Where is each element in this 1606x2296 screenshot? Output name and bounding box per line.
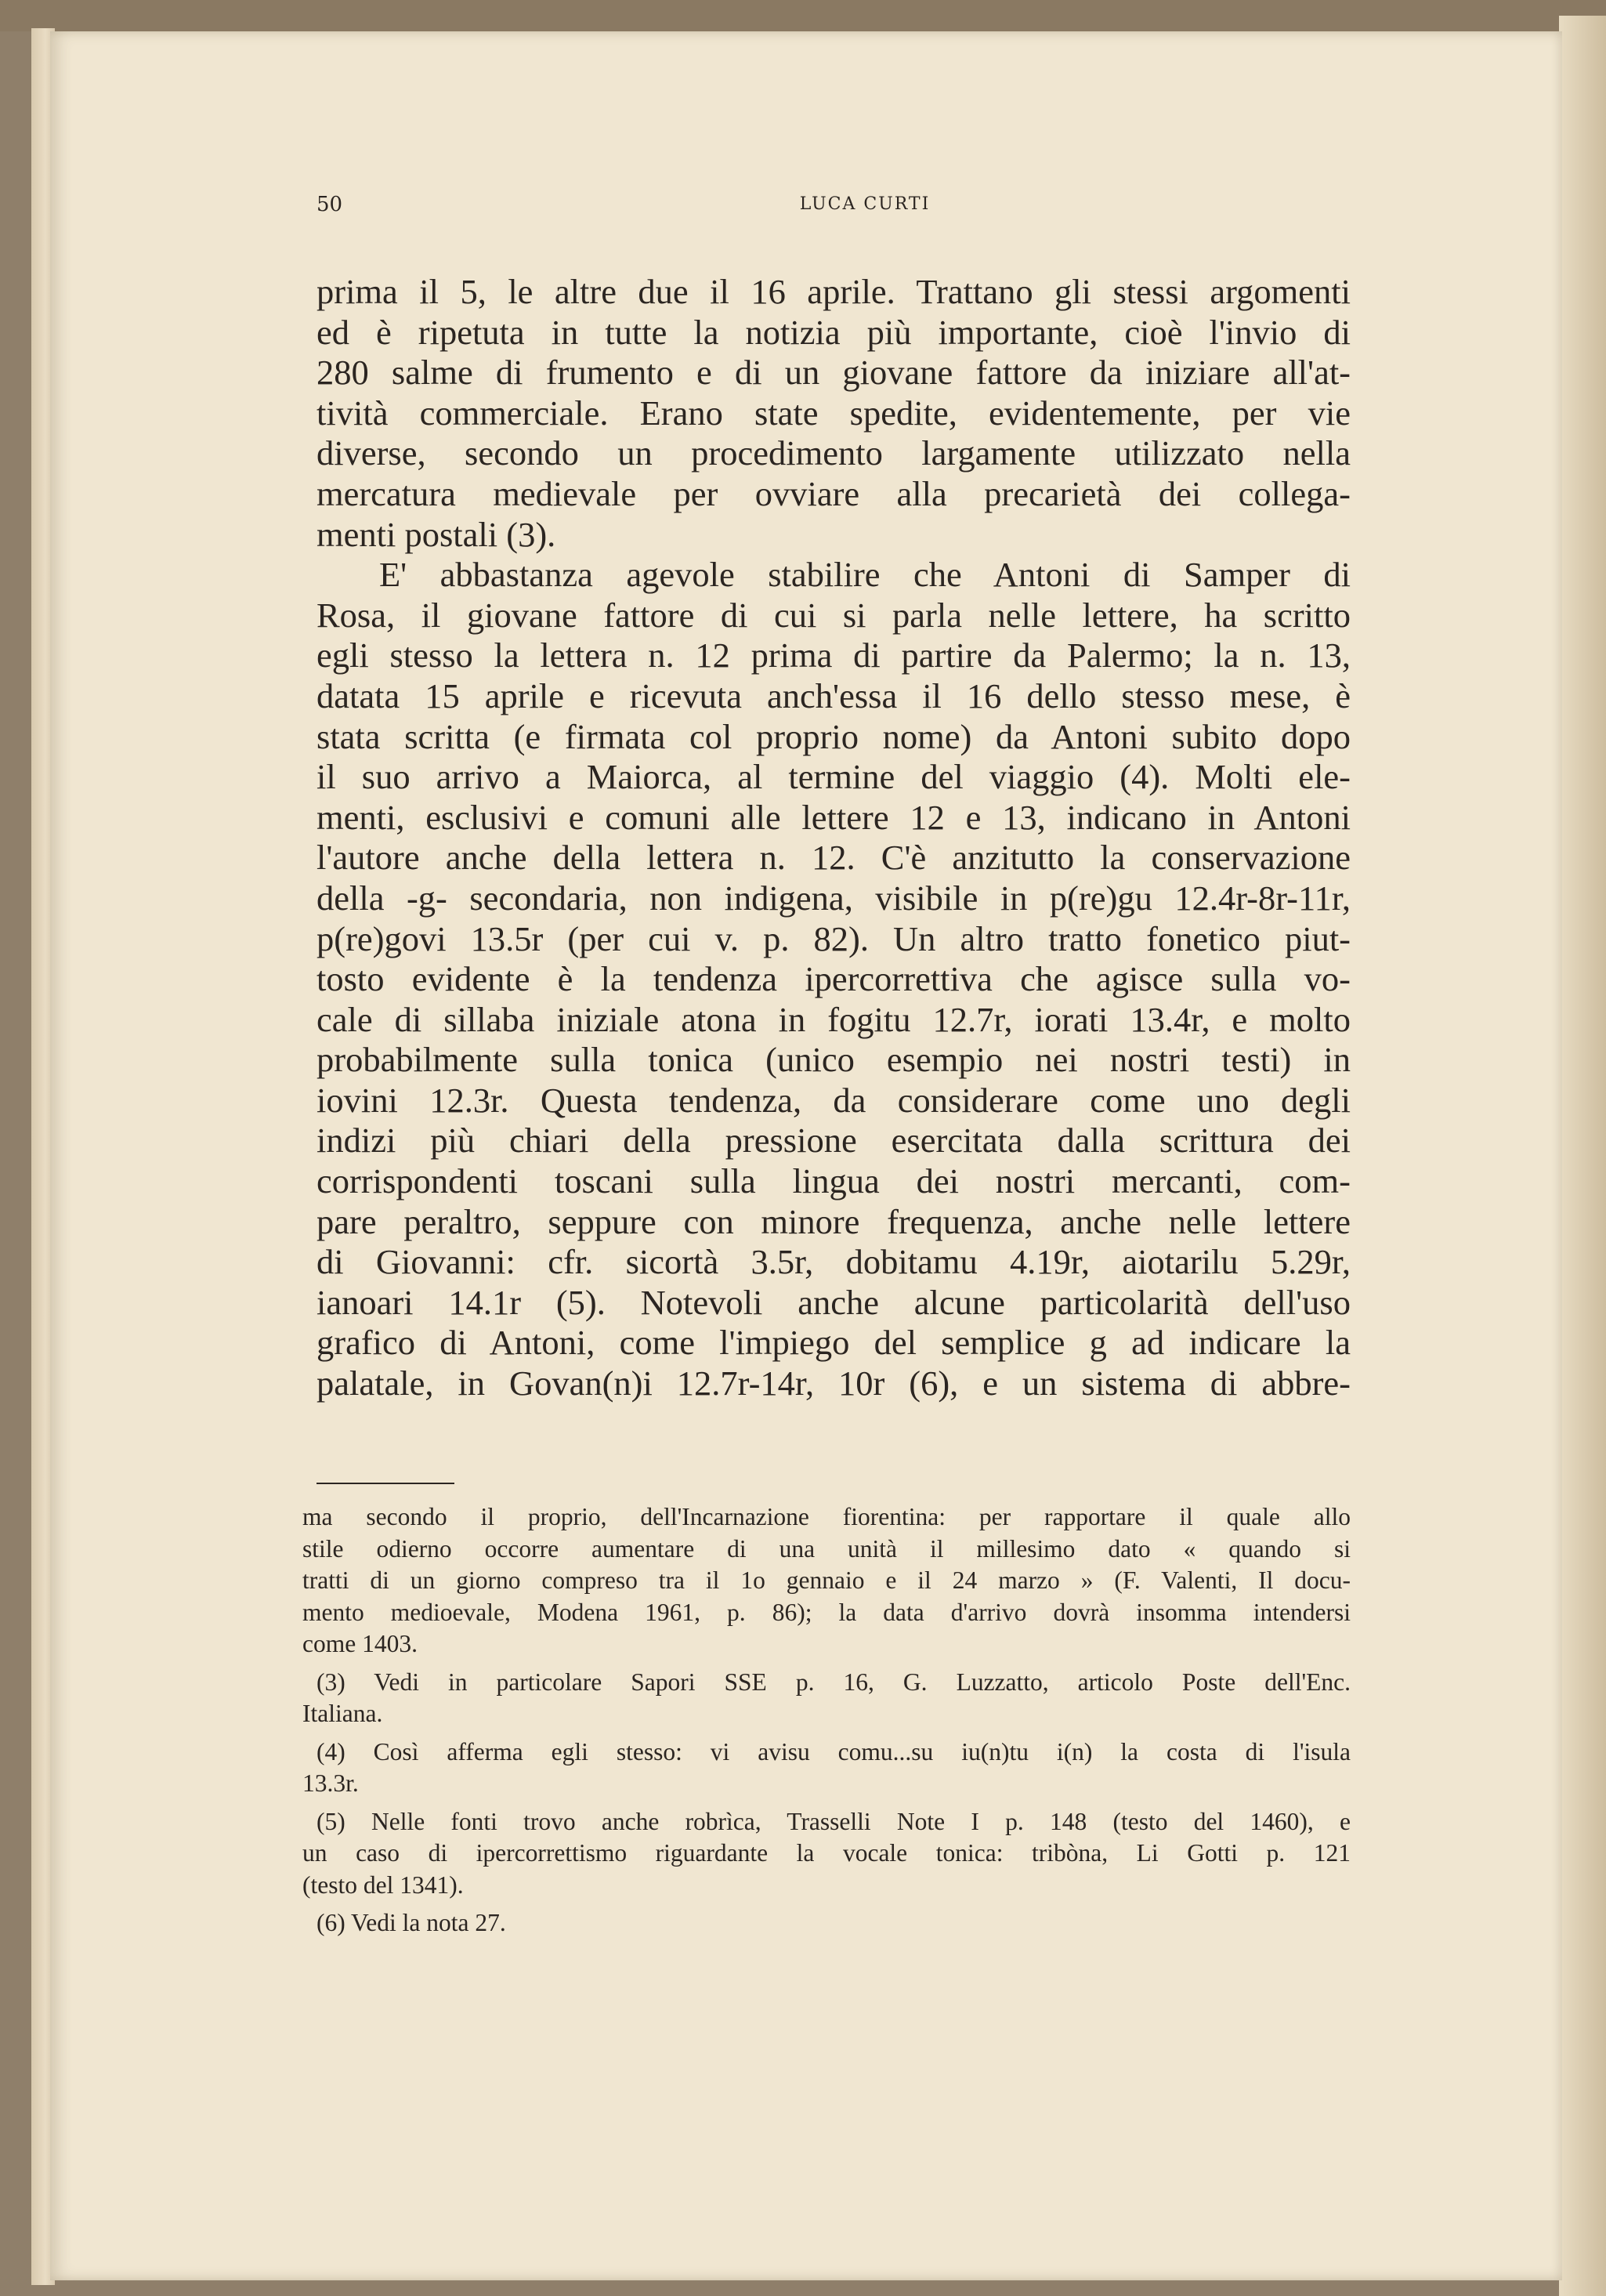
footnote-line: ma secondo il proprio, dell'Incarnazione fiorentina: per rapportare il quale allo [302,1503,1351,1530]
text-line: 280 salme di frumento e di un giovane fattore da iniziare all'at- [316,353,1351,393]
text-line: prima il 5, le altre due il 16 aprile. Trattano gli stessi argomenti [316,272,1351,311]
text-line: della -g- secondaria, non indigena, visibile in p(re)gu 12.4r-8r-11r, [316,878,1351,918]
text-line: menti, esclusivi e comuni alle lettere 12 e 13, indicano in Antoni [316,797,1351,837]
footnotes [302,1501,1351,1939]
footnote-line: 13.3r. [302,1769,359,1797]
footnote-line: come 1403. [302,1630,418,1657]
text-line: di Giovanni: cfr. sicortà 3.5r, dobitamu 4.19r, aiotarilu 5.29r, [316,1242,1351,1282]
footnote-3: (3) Vedi in particolare Sapori SSE p. 16, G. Luzzatto, articolo Poste dell'Enc. [316,1668,1351,1696]
text-line: l'autore anche della lettera n. 12. C'è anzitutto la conservazione [316,838,1351,878]
text-line: menti postali (3). [316,514,556,554]
footnote-line: Italiana. [302,1700,383,1727]
text-line: iovini 12.3r. Questa tendenza, da considerare come uno degli [316,1080,1351,1120]
text-line: egli stesso la lettera n. 12 prima di partire da Palermo; la n. 13, [316,636,1351,675]
text-line: stata scritta (e firmata col proprio nome) da Antoni subito dopo [316,716,1351,756]
footnote-6: (6) Vedi la nota 27. [316,1909,506,1936]
footnote-gap [302,1901,1351,1907]
footnote-line: mento medioevale, Modena 1961, p. 86); la data d'arrivo dovrà insomma intendersi [302,1598,1351,1626]
text-line: grafico di Antoni, come l'impiego del semplice g ad indicare la [316,1323,1351,1363]
footnote-gap [302,1730,1351,1736]
text-line: ianoari 14.1r (5). Notevoli anche alcune particolarità dell'uso [316,1282,1351,1322]
footnote-separator [316,1483,454,1484]
running-header [316,193,1351,224]
text-line: palatale, in Govan(n)i 12.7r-14r, 10r (6), e un sistema di abbre- [316,1363,1351,1403]
text-line: ed è ripetuta in tutte la notizia più importante, cioè l'invio di [316,312,1351,352]
text-line: indizi più chiari della pressione esercitata dalla scrittura dei [316,1121,1351,1161]
text-line: E' abbastanza agevole stabilire che Antoni di Samper di [379,555,1351,595]
footnote-line: stile odierno occorre aumentare di una unità il millesimo dato « quando si [302,1534,1351,1563]
text-line: mercatura medievale per ovviare alla precarietà dei collega- [316,473,1351,513]
footnote-4: (4) Così afferma egli stesso: vi avisu comu...su iu(n)tu i(n) la costa di l'isula [316,1737,1351,1765]
text-line: tosto evidente è la tendenza ipercorrettiva che agisce sulla vo- [316,959,1351,999]
scanner-top-edge [0,0,1606,31]
text-line: diverse, secondo un procedimento largamente utilizzato nella [316,433,1351,473]
page-number: 50 [316,193,343,216]
text-line: probabilmente sulla tonica (unico esempio nei nostri testi) in [316,1040,1351,1080]
footnote-gap [302,1660,1351,1667]
footnote-5: (5) Nelle fonti trovo anche robrìca, Trasselli Note I p. 148 (testo del 1460), e [316,1807,1351,1835]
text-line: Rosa, il giovane fattore di cui si parla nelle lettere, ha scritto [316,595,1351,635]
text-line: il suo arrivo a Maiorca, al termine del viaggio (4). Molti ele- [316,757,1351,797]
footnote-gap [302,1800,1351,1806]
footnote-line: tratti di un giorno compreso tra il 1o gennaio e il 24 marzo » (F. Valenti, Il docu- [302,1566,1351,1594]
main-text [316,272,1351,1404]
running-head-author: LUCA CURTI [799,194,931,214]
text-line: corrispondenti toscani sulla lingua dei nostri mercanti, com- [316,1161,1351,1201]
footnote-line: (testo del 1341). [302,1870,464,1899]
page-stack-right-edge [1559,16,1606,2296]
text-line: tività commerciale. Erano state spedite, evidentemente, per vie [316,393,1351,433]
text-line: cale di sillaba iniziale atona in fogitu 12.7r, iorati 13.4r, e molto [316,999,1351,1039]
text-line: pare peraltro, seppure con minore frequenza, anche nelle lettere [316,1201,1351,1241]
text-line: datata 15 aprile e ricevuta anch'essa il 16 dello stesso mese, è [316,675,1351,715]
footnote-line: un caso di ipercorrettismo riguardante la vocale tonica: tribòna, Li Gotti p. 121 [302,1839,1351,1867]
text-line: p(re)govi 13.5r (per cui v. p. 82). Un altro tratto fonetico piut- [316,918,1351,958]
